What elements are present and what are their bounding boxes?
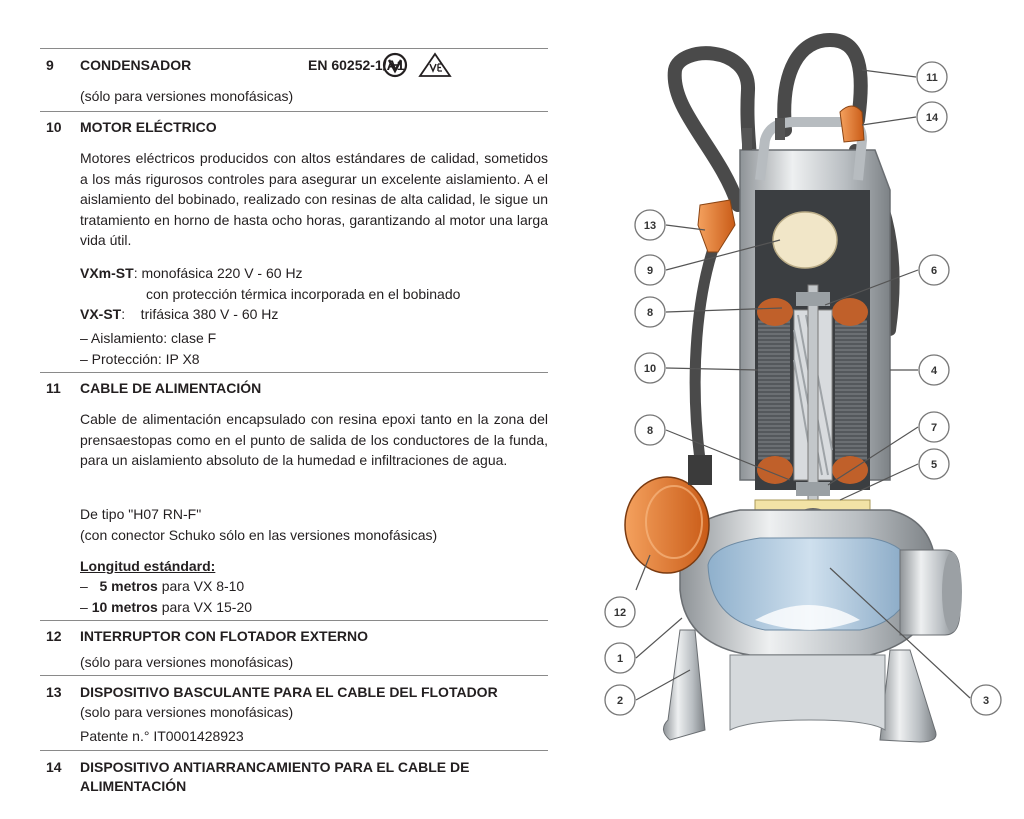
length-2-bold: 10 metros — [91, 599, 158, 615]
outlet-mouth — [942, 552, 962, 632]
section-divider — [40, 372, 548, 373]
section-11-title: CABLE DE ALIMENTACIÓN — [80, 380, 262, 396]
float-cable-left — [695, 230, 720, 460]
callout-2: 2 — [616, 695, 624, 707]
ve-triangle-mark-icon — [418, 52, 452, 78]
section-10-number: 10 — [46, 119, 62, 135]
vxm-label: VXm-ST — [80, 265, 134, 281]
callout-14: 14 — [925, 112, 939, 124]
certification-mark-icon — [382, 52, 408, 78]
callout-11: 11 — [926, 72, 938, 84]
section-10-description: Motores eléctricos producidos con altos estándares de calidad, sometidos a los más rigurosos controles para asegurar un excelente aislamiento. A el aislamiento del bobinado, realizado con resinas de alta calidad, le sigue un tratamiento en horno de hasta ocho horas, garantizando al motor una larga vida útil. — [80, 150, 548, 248]
cable-anti-pull-device — [840, 106, 864, 142]
section-13-note: (solo para versiones monofásicas) — [80, 704, 294, 720]
section-11-connector: (con conector Schuko sólo en las versiones monofásicas) — [80, 527, 438, 543]
winding-head-bottom-right — [832, 456, 868, 484]
float-clamp — [688, 455, 712, 485]
section-10-insulation: – Aislamiento: clase F — [80, 330, 217, 346]
section-9-norm: EN 60252-1/A1 — [308, 57, 405, 73]
section-9-number: 9 — [46, 57, 54, 73]
callout-8: 8 — [646, 307, 654, 319]
section-11-length-1 — [80, 576, 244, 597]
section-14-number: 14 — [46, 759, 62, 775]
length-1-bold: 5 metros — [99, 578, 158, 594]
section-10-protection: – Protección: IP X8 — [80, 351, 200, 367]
callout-13: 13 — [643, 220, 657, 232]
callout-12: 12 — [613, 607, 627, 619]
section-11-description: Cable de alimentación encapsulado con resina epoxi tanto en la zona del prensaestopas como en el punto de salida de los conductores de la funda, para un aislamiento absoluto de la humedad e infiltraciones de agua. — [80, 411, 548, 468]
stator-winding-left — [758, 320, 790, 460]
pump-foot-right — [880, 650, 936, 742]
vx-text: : trifásica 380 V - 60 Hz — [121, 306, 279, 322]
bearing-bottom — [796, 482, 830, 496]
length-2-prefix: – — [80, 599, 88, 615]
section-12-title: INTERRUPTOR CON FLOTADOR EXTERNO — [80, 628, 369, 644]
length-2-text: para VX 15-20 — [157, 599, 253, 615]
section-10-vxm-extra: con protección térmica incorporada en el bobinado — [146, 286, 461, 302]
section-11-number: 11 — [46, 380, 61, 396]
callout-8-lower: 8 — [646, 425, 654, 437]
section-13-number: 13 — [46, 684, 62, 700]
callout-7: 7 — [930, 422, 938, 434]
cable-gland-left — [742, 128, 752, 150]
section-divider — [40, 620, 548, 621]
power-cable — [675, 53, 750, 205]
section-14-title-line1: DISPOSITIVO ANTIARRANCAMIENTO PARA EL CABLE DE — [80, 759, 470, 775]
float-switch — [625, 477, 709, 573]
section-14-title-line2: ALIMENTACIÓN — [80, 778, 187, 794]
length-1-prefix: – — [80, 578, 88, 594]
vxm-text: : monofásica 220 V - 60 Hz — [133, 265, 303, 281]
section-10-vxm-spec — [80, 263, 303, 284]
section-10-vx-spec — [80, 304, 278, 325]
section-12-number: 12 — [46, 628, 62, 644]
bearing-top — [796, 292, 830, 306]
winding-head-bottom-left — [757, 456, 793, 484]
pump-foot-left — [663, 630, 705, 740]
section-12-note: (sólo para versiones monofásicas) — [80, 654, 294, 670]
capacitor — [773, 212, 837, 268]
length-1-text: para VX 8-10 — [157, 578, 245, 594]
section-11-length-2 — [80, 597, 252, 618]
callout-5: 5 — [930, 459, 938, 471]
section-9-note: (sólo para versiones monofásicas) — [80, 88, 294, 104]
section-13-title: DISPOSITIVO BASCULANTE PARA EL CABLE DEL FLOTADOR — [80, 684, 498, 700]
section-11-type: De tipo "H07 RN-F" — [80, 506, 202, 522]
callout-6: 6 — [930, 265, 938, 277]
section-divider — [40, 750, 548, 751]
callout-3: 3 — [982, 695, 990, 707]
callout-1: 1 — [616, 653, 624, 665]
base-stand — [730, 655, 885, 730]
pump-cutaway-figure — [600, 30, 1010, 760]
section-11-length-title: Longitud estándard: — [80, 558, 216, 574]
vx-label: VX-ST — [80, 306, 122, 322]
float-tilting-device — [698, 200, 735, 252]
section-divider — [40, 111, 548, 112]
callout-4: 4 — [930, 365, 938, 377]
stator-winding-right — [835, 320, 867, 460]
winding-head-top-left — [757, 298, 793, 326]
callout-9: 9 — [646, 265, 654, 277]
section-10-title: MOTOR ELÉCTRICO — [80, 119, 217, 135]
section-13-patent: Patente n.° IT0001428923 — [80, 728, 244, 744]
section-9-title: CONDENSADOR — [80, 57, 192, 73]
cable-gland-mid — [775, 118, 785, 140]
winding-head-top-right — [832, 298, 868, 326]
section-divider — [40, 48, 548, 49]
section-divider — [40, 675, 548, 676]
callout-10: 10 — [643, 363, 657, 375]
